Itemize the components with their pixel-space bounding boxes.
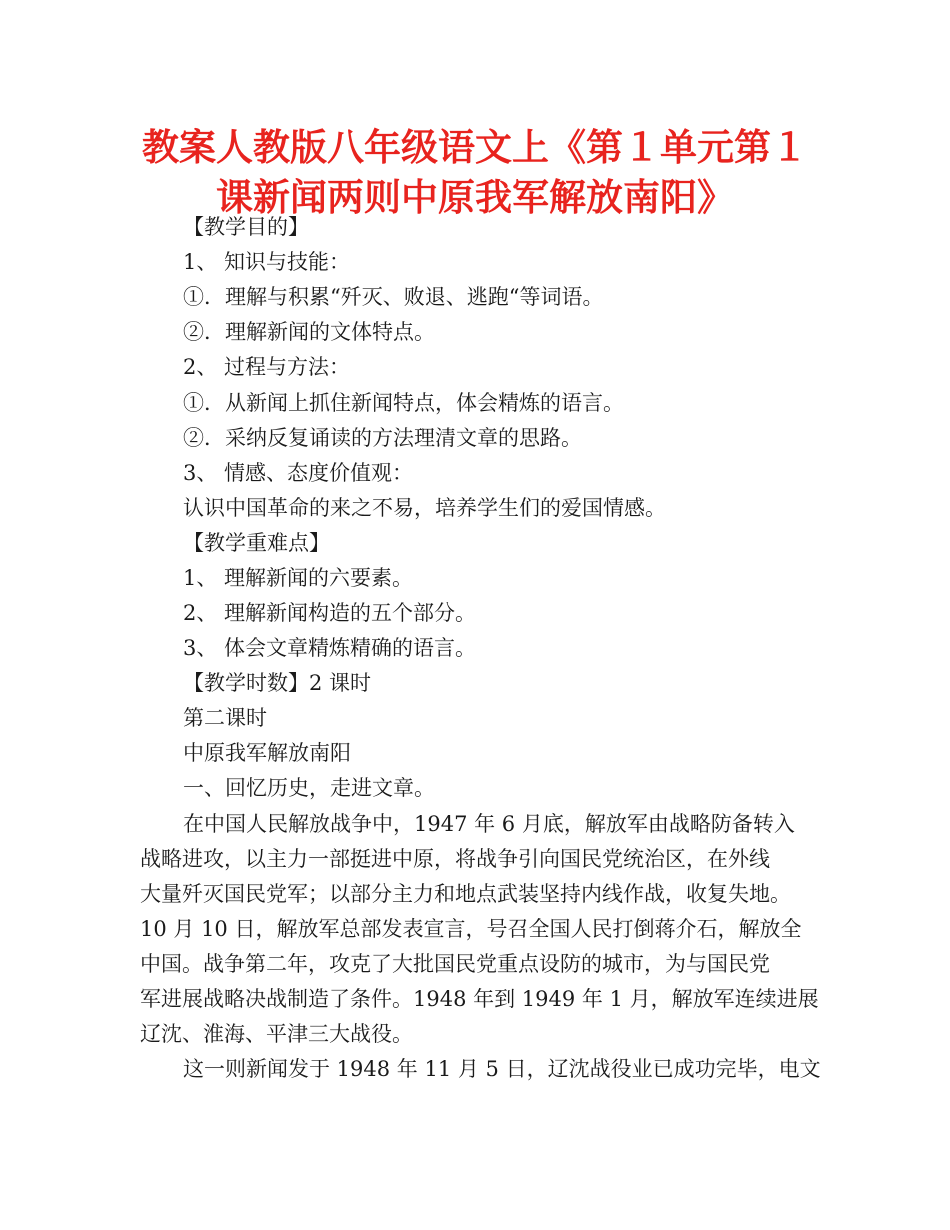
list-item: 2、 理解新闻构造的五个部分。 (183, 601, 477, 625)
paragraph-line: 这一则新闻发于 1948 年 11 月 5 日，辽沈战役业已成功完毕，电文 (183, 1057, 821, 1081)
list-item: ①．理解与积累“歼灭、败退、逃跑“等词语。 (183, 285, 604, 309)
text-line: 第二课时 (183, 706, 267, 730)
paragraph-line: 在中国人民解放战争中，1947 年 6 月底，解放军由战略防备转入 (183, 812, 795, 836)
paragraph-line: 大量歼灭国民党军；以部分主力和地点武装坚持内线作战，收复失地。 (140, 882, 791, 906)
list-item: ②．理解新闻的文体特点。 (183, 320, 435, 344)
list-item: 2、 过程与方法： (183, 355, 351, 379)
section-heading-key-points: 【教学重难点】 (183, 531, 330, 555)
list-item: 1、 知识与技能： (183, 250, 351, 274)
paragraph-line: 军进展战略决战制造了条件。1948 年到 1949 年 1 月，解放军连续进展 (140, 987, 819, 1011)
list-item: 3、 情感、态度价值观： (183, 461, 414, 485)
list-item: 3、 体会文章精炼精确的语言。 (183, 636, 477, 660)
list-item: 1、 理解新闻的六要素。 (183, 566, 414, 590)
section-heading-objectives: 【教学目的】 (183, 215, 309, 239)
paragraph-line: 辽沈、淮海、平津三大战役。 (140, 1022, 413, 1046)
text-line: 一、回忆历史，走进文章。 (183, 776, 435, 800)
list-item: ②．采纳反复诵读的方法理清文章的思路。 (183, 426, 582, 450)
paragraph-line: 10 月 10 日，解放军总部发表宣言，号召全国人民打倒蒋介石，解放全 (140, 917, 802, 941)
text-line: 中原我军解放南阳 (183, 741, 351, 765)
document-title-line-2: 课新闻两则中原我军解放南阳》 (216, 176, 734, 219)
paragraph-line: 战略进攻，以主力一部挺进中原，将战争引向国民党统治区，在外线 (140, 847, 770, 871)
document-title-line-1: 教案人教版八年级语文上《第１单元第１ (142, 126, 808, 169)
text-line: 认识中国革命的来之不易，培养学生们的爱国情感。 (183, 496, 666, 520)
list-item: ①．从新闻上抓住新闻特点，体会精炼的语言。 (183, 391, 624, 415)
section-heading-hours: 【教学时数】2 课时 (183, 671, 372, 695)
paragraph-line: 中国。战争第二年，攻克了大批国民党重点设防的城市，为与国民党 (140, 952, 770, 976)
